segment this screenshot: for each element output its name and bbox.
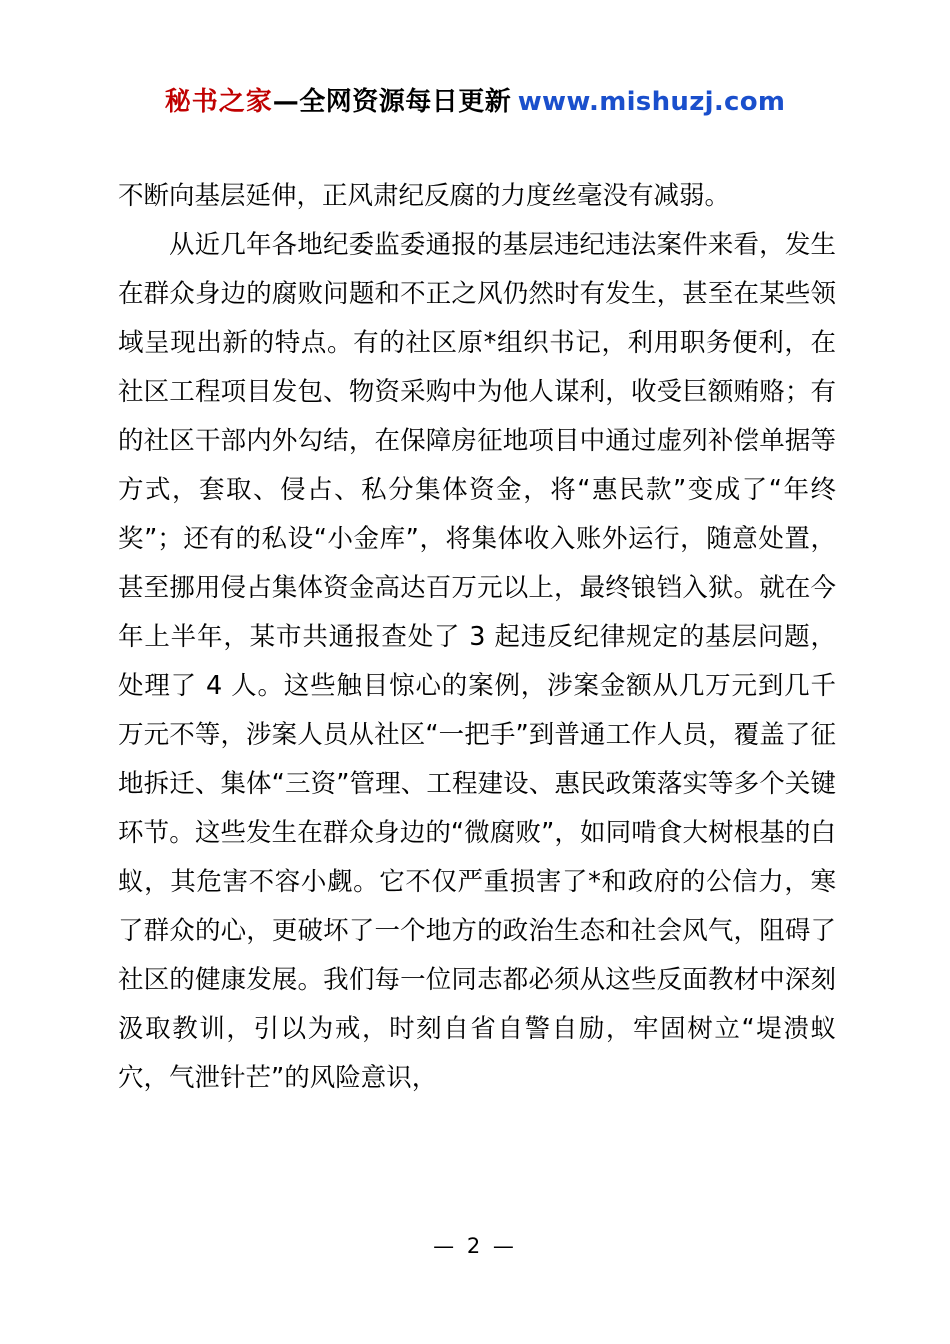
site-tagline-text: —全网资源每日更新	[272, 87, 512, 117]
document-body	[118, 172, 836, 1103]
paragraph-main: 从近几年各地纪委监委通报的基层违纪违法案件来看，发生在群众身边的腐败问题和不正之风仍然时有发生，甚至在某些领域呈现出新的特点。有的社区原*组织书记，利用职务便利，在社区工程项目发包、物资采购中为他人谋利，收受巨额贿赂；有的社区干部内外勾结，在保障房征地项目中通过虚列补偿单据等方式，套取、侵占、私分集体资金，将“惠民款”变成了“年终奖”；还有的私设“小金库”，将集体收入账外运行，随意处置，甚至挪用侵占集体资金高达百万元以上，最终锒铛入狱。就在今年上半年，某市共通报查处了 3 起违反纪律规定的基层问题，处理了 4 人。这些触目惊心的案例，涉案金额从几万元到几千万元不等，涉案人员从社区“一把手”到普通工作人员，覆盖了征地拆迁、集体“三资”管理、工程建设、惠民政策落实等多个关键环节。这些发生在群众身边的“微腐败”，如同啃食大树根基的白蚁，其危害不容小觑。它不仅严重损害了*和政府的公信力，寒了群众的心，更破坏了一个地方的政治生态和社会风气，阻碍了社区的健康发展。我们每一位同志都必须从这些反面教材中深刻汲取教训，引以为戒，时刻自省自警自励，牢固树立“堤溃蚁穴，气泄针芒”的风险意识，	[118, 230, 836, 1093]
paragraph-continuation: 不断向基层延伸，正风肃纪反腐的力度丝毫没有减弱。	[118, 181, 731, 211]
page-number: — 2 —	[433, 1234, 517, 1258]
site-brand-text: 秘书之家	[164, 87, 273, 117]
site-url-text[interactable]: www.mishuzj.com	[517, 87, 786, 117]
site-watermark-header	[0, 86, 950, 118]
